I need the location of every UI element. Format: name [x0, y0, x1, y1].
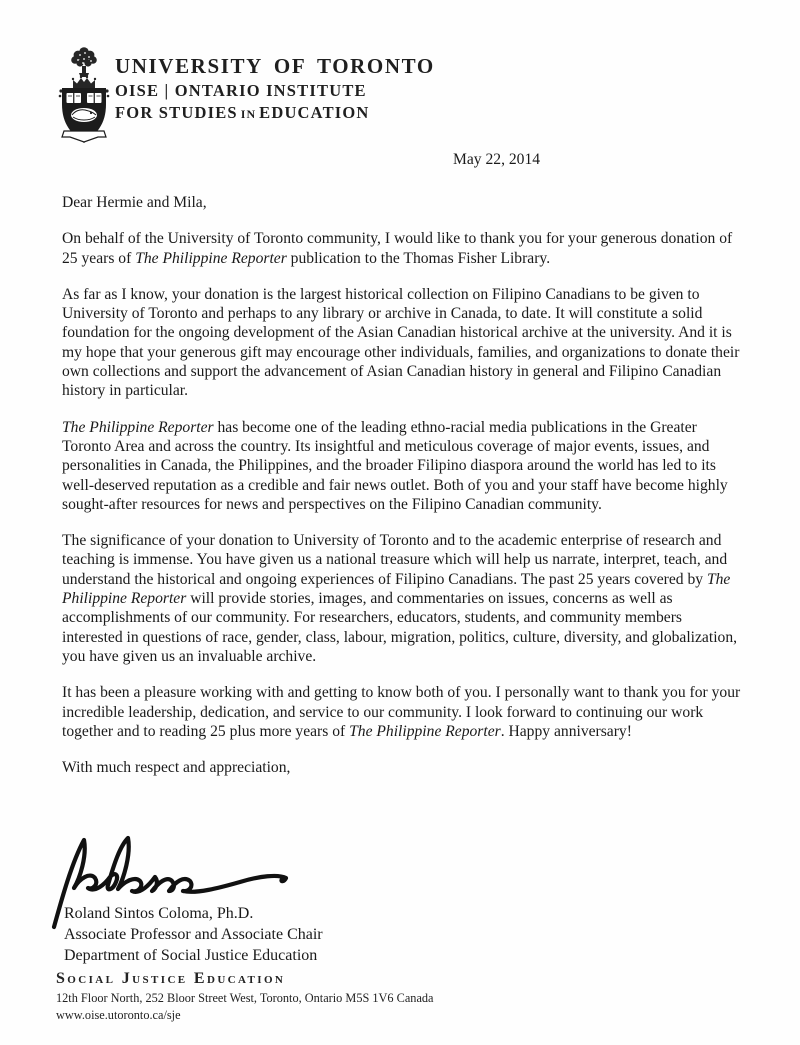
publication-title-italic: The Philippine Reporter [349, 722, 501, 740]
wordmark-line1: UNIVERSITY OF TORONTO [115, 54, 435, 78]
wordmark-line3-part1: FOR STUDIES [115, 103, 238, 122]
publication-title-italic: The Philippine Reporter [62, 418, 214, 436]
university-of-toronto-crest-icon [58, 46, 110, 146]
paragraph-text: publication to the Thomas Fisher Library. [286, 249, 551, 267]
wordmark-line3 [115, 103, 435, 124]
paragraph-text: has become one of the leading ethno-racial media publications in the Greater Toronto Area and across the country. Its insightful and meticulous coverage of major events, issues, and personalities in Canada, the Philippines, and the broader Filipino diaspora around the world has led to its well-deserved reputation as a credible and fair news outlet. Both of you and your staff have become highly sought-after resources for news and perspectives on the Filipino Canadian community. [62, 418, 728, 513]
paragraph-text: It has been a pleasure working with and getting to know both of you. I personally want to thank you for your incredible leadership, dedication, and service to our community. I look forward to continuing our work together and to reading 25 plus more years of [62, 684, 741, 740]
letter-paragraph [62, 683, 746, 741]
letter-paragraph [62, 285, 746, 401]
signer-block [64, 903, 323, 966]
paragraph-text: On behalf of the University of Toronto community, I would like to thank you for your generous donation of 25 years of [62, 230, 733, 267]
letterhead-wordmark [115, 54, 435, 124]
wordmark-line3-part2: EDUCATION [259, 103, 370, 122]
letter-date: May 22, 2014 [453, 151, 541, 168]
signer-department: Department of Social Justice Education [64, 947, 318, 964]
letter-paragraph [62, 531, 746, 666]
footer-department-title: Social Justice Education [56, 970, 286, 987]
wordmark-line2: OISE | ONTARIO INSTITUTE [115, 81, 367, 100]
signer-title: Associate Professor and Associate Chair [64, 926, 323, 943]
signer-name: Roland Sintos Coloma, Ph.D. [64, 905, 254, 922]
salutation: Dear Hermie and Mila, [62, 194, 207, 211]
paragraph-text: will provide stories, images, and commentaries on issues, concerns as well as accomplishments of our community. For researchers, educators, students, and community members interested in questions of race, gender, class, labour, migration, politics, culture, diversity, and globalization, you have given us an invaluable archive. [62, 590, 738, 665]
publication-title-italic: The Philippine Reporter [62, 570, 731, 608]
letter-paragraph [62, 418, 746, 514]
letterhead [58, 46, 435, 146]
letter-paragraphs [62, 229, 746, 741]
wordmark-line3-small-in: IN [240, 107, 257, 121]
footer-address: 12th Floor North, 252 Bloor Street West, Toronto, Ontario M5S 1V6 Canada [56, 991, 434, 1005]
closing-line: With much respect and appreciation, [62, 759, 291, 777]
paragraph-text: . Happy anniversary! [500, 722, 632, 740]
publication-title-italic: The Philippine Reporter [135, 249, 287, 267]
letter-paragraph [62, 229, 746, 268]
footer [56, 970, 434, 1023]
paragraph-text: As far as I know, your donation is the largest historical collection on Filipino Canadians to be given to University of Toronto and perhaps to any library or archive in Canada, to date. It will constitute a solid foundation for the ongoing development of the Asian Canadian historical archive at the university. And it is my hope that your generous gift may encourage other individuals, families, and organizations to donate their own collections and support the advancement of Asian Canadian history in general and Filipino Canadian history in particular. [62, 285, 740, 400]
paragraph-text: The significance of your donation to University of Toronto and to the academic enterprise of research and teaching is immense. You have given us a national treasure which will help us narrate, interpret, teach, and understand the historical and ongoing experiences of Filipino Canadians. The past 25 years covered by [62, 532, 728, 588]
letter-body [62, 193, 746, 777]
footer-website: www.oise.utoronto.ca/sje [56, 1007, 181, 1022]
